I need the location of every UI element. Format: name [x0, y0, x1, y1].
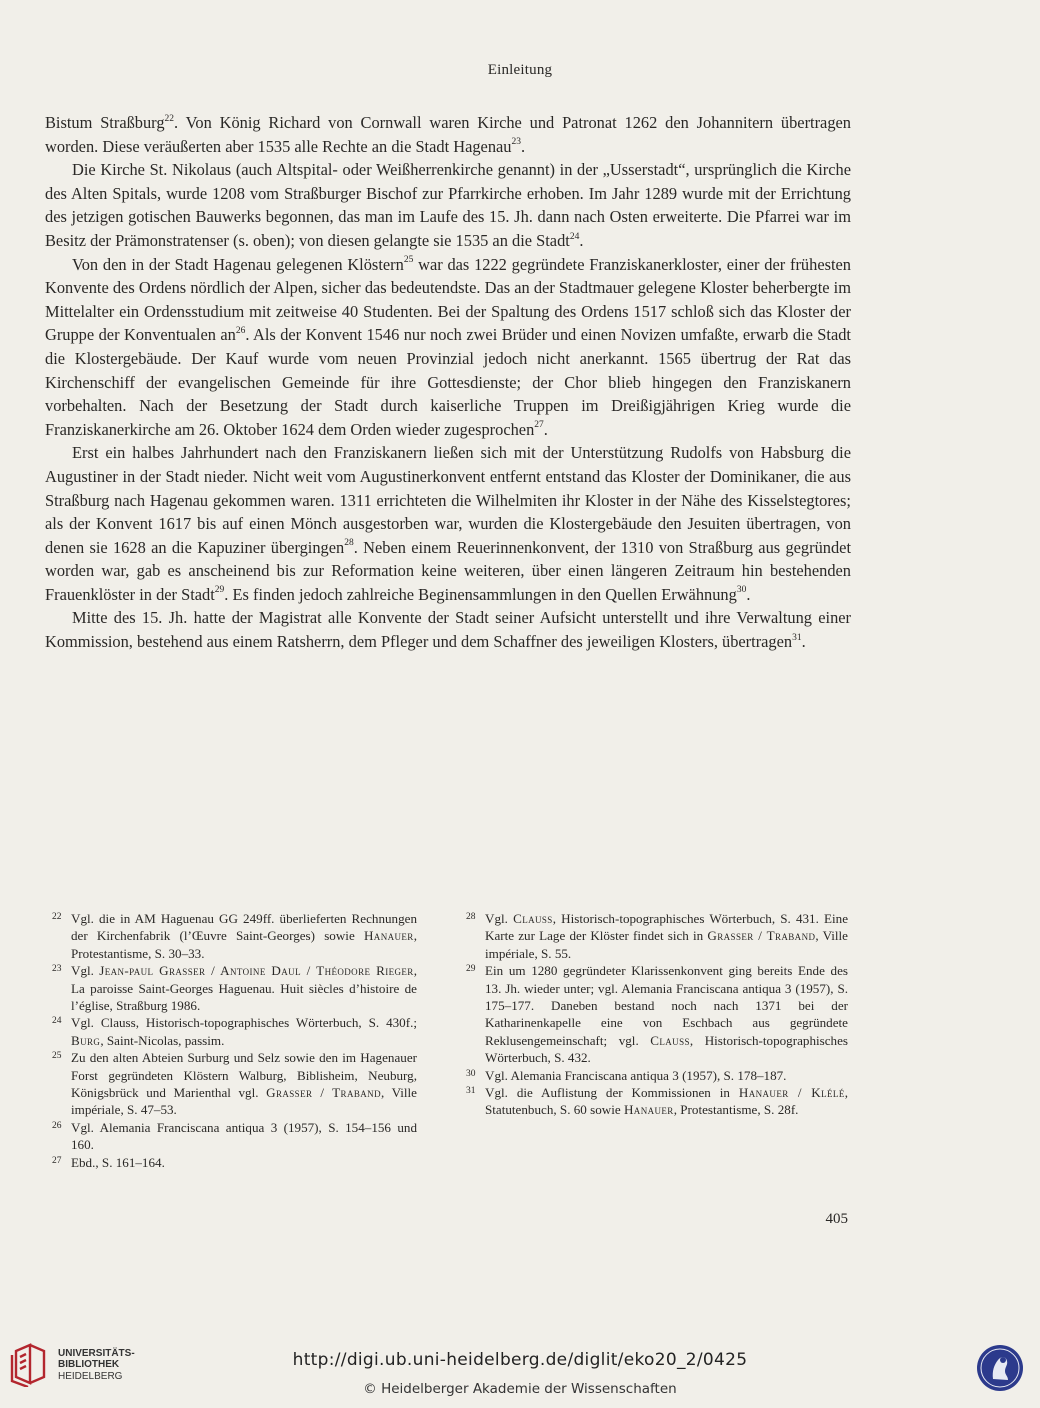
academy-seal-icon[interactable]	[975, 1343, 1025, 1393]
footnote-28: 28 Vgl. Clauss, Historisch-topographisches Wörterbuch, S. 431. Eine Karte zur Lage der Klöster findet sich in Grasser / Traband, Ville impériale, S. 55.	[466, 911, 849, 961]
main-text	[45, 111, 851, 654]
paragraph-3: Von den in der Stadt Hagenau gelegenen Klöstern$^{25}$ war das 1222 gegründete Franziskanerkloster, einer der frühesten Konvente des Ordens nördlich der Alpen, sicher das bedeutendste. Das an der Stadtmauer gelegene Kloster beherbergte im Mittelalter ein Ordensstudium mit zeitweise 40 Studenten. Bei der Spaltung des Ordens 1517 schloß sich das Kloster der Gruppe der Konventualen $an^{26}$. Als der Konvent 1546 nur noch zwei Brüder und einen Novizen umfaßte, erwarb die Stadt die Klostergebäude. Der Kauf wurde vom neuen Provinzial jedoch nicht anerkannt. 1565 übertrug der Rat das Kirchenschiff der evangelischen Gemeinde für ihre Gottesdienste; der Chor blieb hingegen den Franziskanern vorbehalten. Nach der Besetzung der Stadt durch kaiserliche Truppen im Dreißigjährigen Krieg wurde die Franziskanerkirche am 26. Oktober 1624 dem Orden wieder zugesprochen$^{27}$.	[45, 254, 852, 439]
footnote-23: 23 Vgl. Jean-paul Grasser / Antoine Daul / Théodore Rieger, La paroisse Saint-Georges Haguenau. Huit siècles d’histoire de l’église, Straßburg 1986.	[52, 963, 417, 1014]
footnote-22: 22 Vgl. die in AM Haguenau GG 249ff. überlieferten Rechnungen der Kirchenfabrik (l’Œuvre Saint-Georges) sowie Hanauer, Protestantisme, S. 30–33.	[52, 911, 417, 961]
paragraph-5: Mitte des 15. Jh. hatte der Magistrat alle Konvente der Stadt seiner Aufsicht unterstellt und ihre Verwaltung einer Kommission, bestehend aus einem Ratsherrn, dem Pfleger und dem Schaffner des jeweiligen Klosters, übertragen$^{31}$.	[45, 608, 851, 652]
footnote-ref[interactable]: 24	[569, 231, 580, 242]
paragraph-1: Bistum Straßburg$^{22}$. Von König Richard von Cornwall waren Kirche und Patronat 1262 den Johannitern übertragen worden. Diese veräußerten aber 1535 alle Rechte an die Stadt Hagenau$^{23}$.	[45, 113, 851, 156]
footnote-ref[interactable]: 22	[164, 113, 175, 124]
footnote-27: 27 Ebd., S. 161–164.	[52, 1154, 165, 1170]
copyright-notice: © Heidelberger Akademie der Wissenschaften	[363, 1381, 677, 1397]
source-url-link[interactable]: http://digi.ub.uni-heidelberg.de/diglit/eko20_2/0425	[292, 1350, 748, 1370]
paragraph-2: Die Kirche St. Nikolaus (auch Altspital- oder Weißherrenkirche genannt) in der „Usserstadt“, ursprünglich die Kirche des Alten Spitals, wurde 1208 vom Straßburger Bischof zur Pfarrkirche erhoben. Im Jahr 1289 wurde mit der Errichtung des jetzigen gotischen Bauwerks begonnen, das man im Laufe des 15. Jh. dann nach Osten erweiterte. Die Pfarrei war im Besitz der Prämonstratenser (s. oben); von diesen gelangte sie 1535 an die Stadt$^{24}$.	[45, 160, 851, 250]
footnote-ref[interactable]: 27	[534, 420, 544, 431]
footnote-ref[interactable]: 28	[344, 538, 354, 549]
footnote-25: 25 Zu den alten Abteien Surburg und Selz sowie den im Hagenauer Forst gegründeten Klöstern Walburg, Biblisheim, Neuburg, Königsbrück und Marienthal vgl. Grasser / Traband, Ville impériale, S. 47–53.	[52, 1050, 417, 1118]
paragraph-4: Erst ein halbes Jahrhundert nach den Franziskanern ließen sich mit der Unterstützung Rudolfs von Habsburg die Augustiner in der Stadt nieder. Nicht weit vom Augustinerkonvent entfernt entstand das Kloster der Dominikaner, die aus Straßburg nach Hagenau gekommen waren. 1311 errichteten die Wilhelmiten ihr Kloster in der Nähe des Kisselstegtores; als der Konvent 1617 bis auf einen Mönch ausgestorben war, wurden die Klostergebäude den Jesuiten übertragen, von denen sie 1628 an die Kapuziner übergingen$^{28}$. Neben einem Reuerinnenkonvent, der 1310 von Straßburg aus gegründet worden war, gab es anscheinend bis zur Reformation keine weiteren, über einen längeren Zeitraum hin bestehenden Frauenklöster in der Stadt$^{29}$. Es finden jedoch zahlreiche Beginensammlungen in den Quellen Erwähnung$^{30}$.	[45, 443, 851, 604]
footnote-24: 24 Vgl. Clauss, Historisch-topographisches Wörterbuch, S. 430f.; Burg, Saint-Nicolas, passim.	[52, 1015, 417, 1048]
footnote-31: 31 Vgl. die Auflistung der Kommissionen in Hanauer / Klélé, Statutenbuch, S. 60 sowie Hanauer, Protestantisme, S. 28f.	[466, 1085, 848, 1118]
footnote-ref[interactable]: 30	[736, 585, 747, 596]
running-header: Einleitung	[487, 62, 553, 78]
footnote-ref[interactable]: 29	[214, 585, 225, 596]
footnote-ref[interactable]: 25	[403, 255, 414, 266]
footnote-ref[interactable]: 31	[792, 632, 802, 643]
library-name: UNIVERSITÄTS- BIBLIOTHEK HEIDELBERG	[58, 1347, 135, 1382]
footnote-ref[interactable]: 26	[235, 325, 246, 336]
footnote-26: 26 Vgl. Alemania Franciscana antiqua 3 (1957), S. 154–156 und 160.	[52, 1119, 417, 1153]
footnotes-right-column	[466, 910, 848, 1119]
footnotes-left-column	[52, 910, 417, 1171]
footnote-ref[interactable]: 23	[511, 137, 521, 148]
footnote-30: 30 Vgl. Alemania Franciscana antiqua 3 (1957), S. 178–187.	[466, 1067, 787, 1083]
page-number: 405	[825, 1211, 848, 1227]
footnote-29: 29 Ein um 1280 gegründeter Klarissenkonvent ging bereits Ende des 13. Jh. wieder unter; vgl. Alemania Franciscana antiqua 3 (1957), S. 175–177. Daneben bestand noch nach 1371 bei der Katharinenkapelle eine von Eschbach aus gegründete Reklusengemeinschaft; vgl. Clauss, Historisch-topographisches Wörterbuch, S. 432.	[466, 963, 848, 1066]
